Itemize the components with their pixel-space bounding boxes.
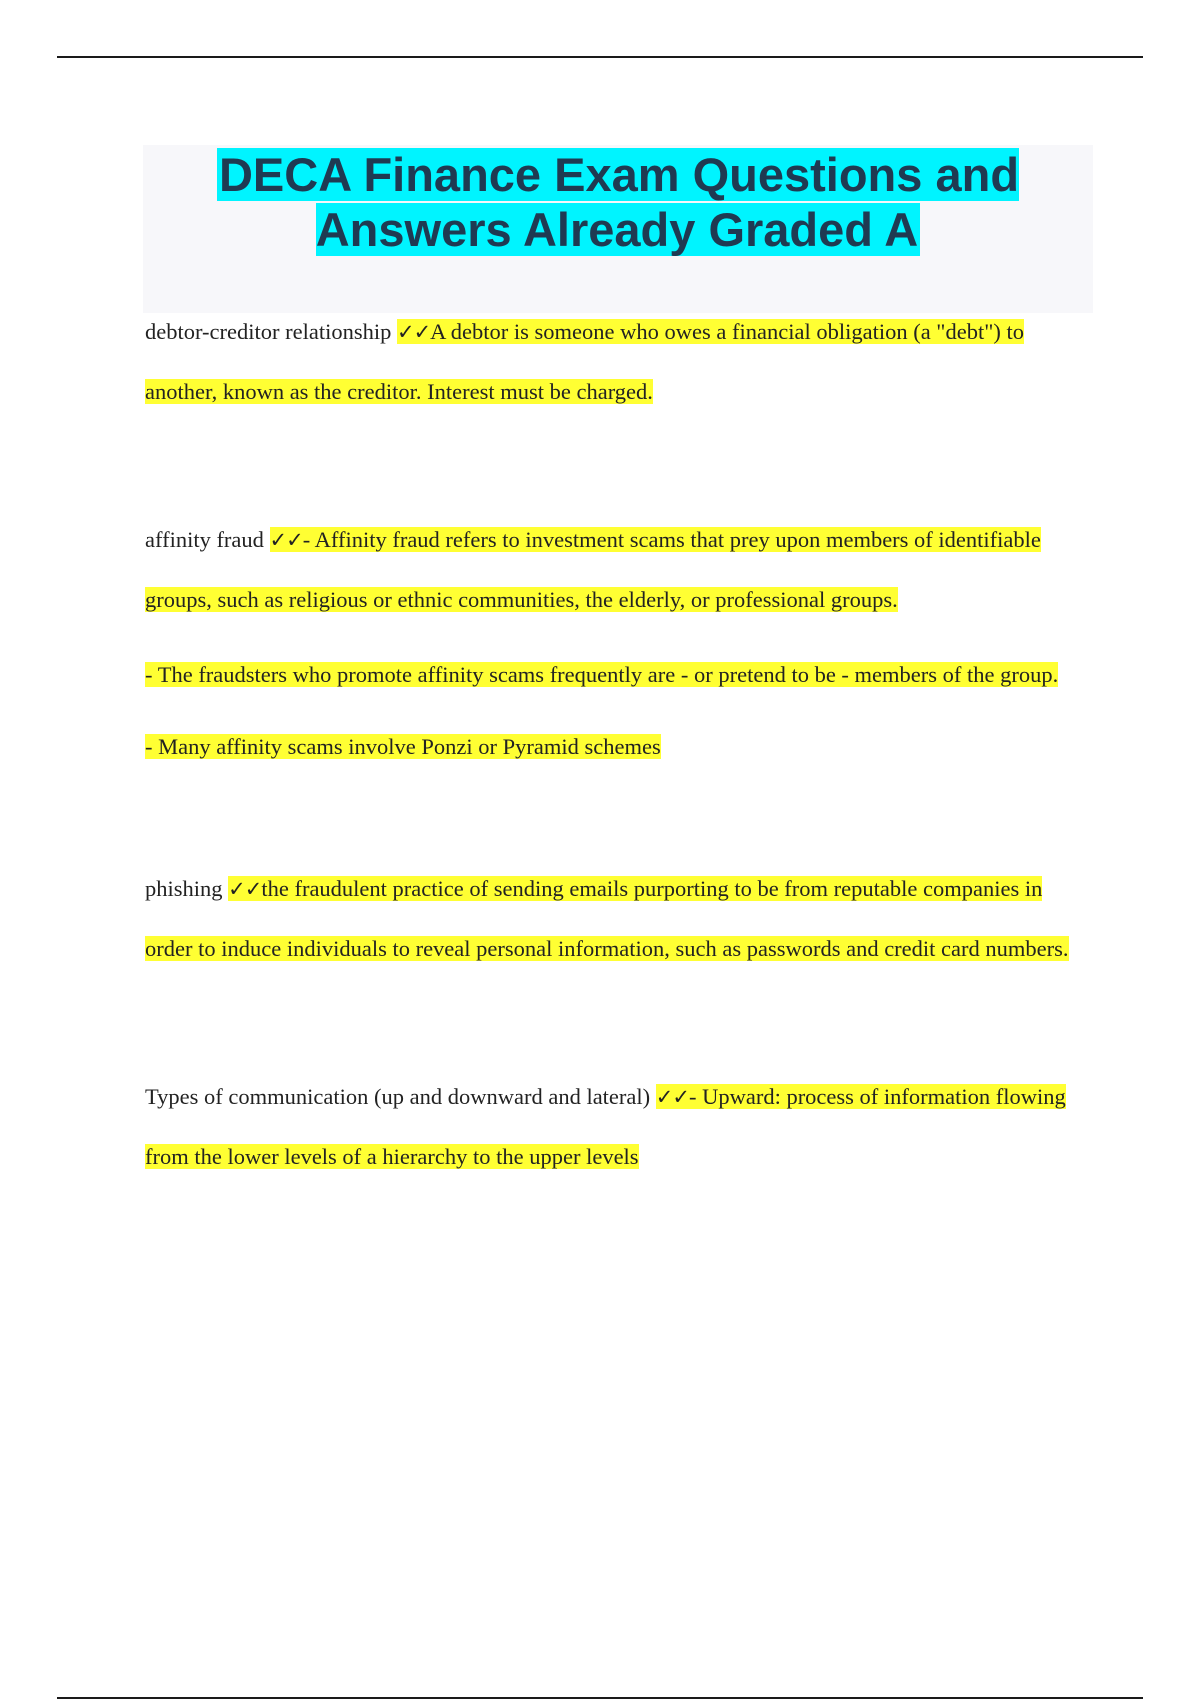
definition-bullet: - The fraudsters who promote affinity scams frequently are - or pretend to be - members of the group. (145, 662, 1059, 687)
term: affinity fraud (145, 527, 264, 552)
double-check-icon: ✓✓ (228, 877, 262, 901)
qa-entry-phishing (145, 859, 1095, 979)
qa-entry-affinity-fraud (145, 510, 1095, 774)
term: Types of communication (up and downward and lateral) (145, 1084, 651, 1109)
definition: the fraudulent practice of sending emails purporting to be from reputable companies in order to induce individuals to reveal personal information, such as passwords and credit card numbers. (145, 876, 1069, 961)
definition-bullet: - Many affinity scams involve Ponzi or Pyramid schemes (145, 734, 661, 759)
definition: - Upward: process of information flowing from the lower levels of a hierarchy to the upper levels (145, 1084, 1066, 1169)
document-title (143, 145, 1093, 257)
bottom-rule (57, 1697, 1143, 1699)
term: debtor-creditor relationship (145, 319, 392, 344)
definition: A debtor is someone who owes a financial obligation (a "debt") to another, known as the creditor. Interest must be charged. (145, 319, 1025, 404)
definition: - Affinity fraud refers to investment scams that prey upon members of identifiable groups, such as religious or ethnic communities, the elderly, or professional groups. (145, 527, 1041, 612)
double-check-icon: ✓✓ (269, 528, 303, 552)
document-title-text: DECA Finance Exam Questions and Answers Already Graded A (218, 148, 1020, 256)
qa-content (145, 302, 1095, 1187)
double-check-icon: ✓✓ (396, 320, 431, 344)
title-banner (143, 145, 1093, 313)
top-rule (57, 56, 1143, 58)
qa-entry-communication-types (145, 1067, 1095, 1187)
term: phishing (145, 876, 223, 901)
double-check-icon: ✓✓ (655, 1085, 689, 1109)
qa-entry-debtor-creditor (145, 302, 1095, 422)
